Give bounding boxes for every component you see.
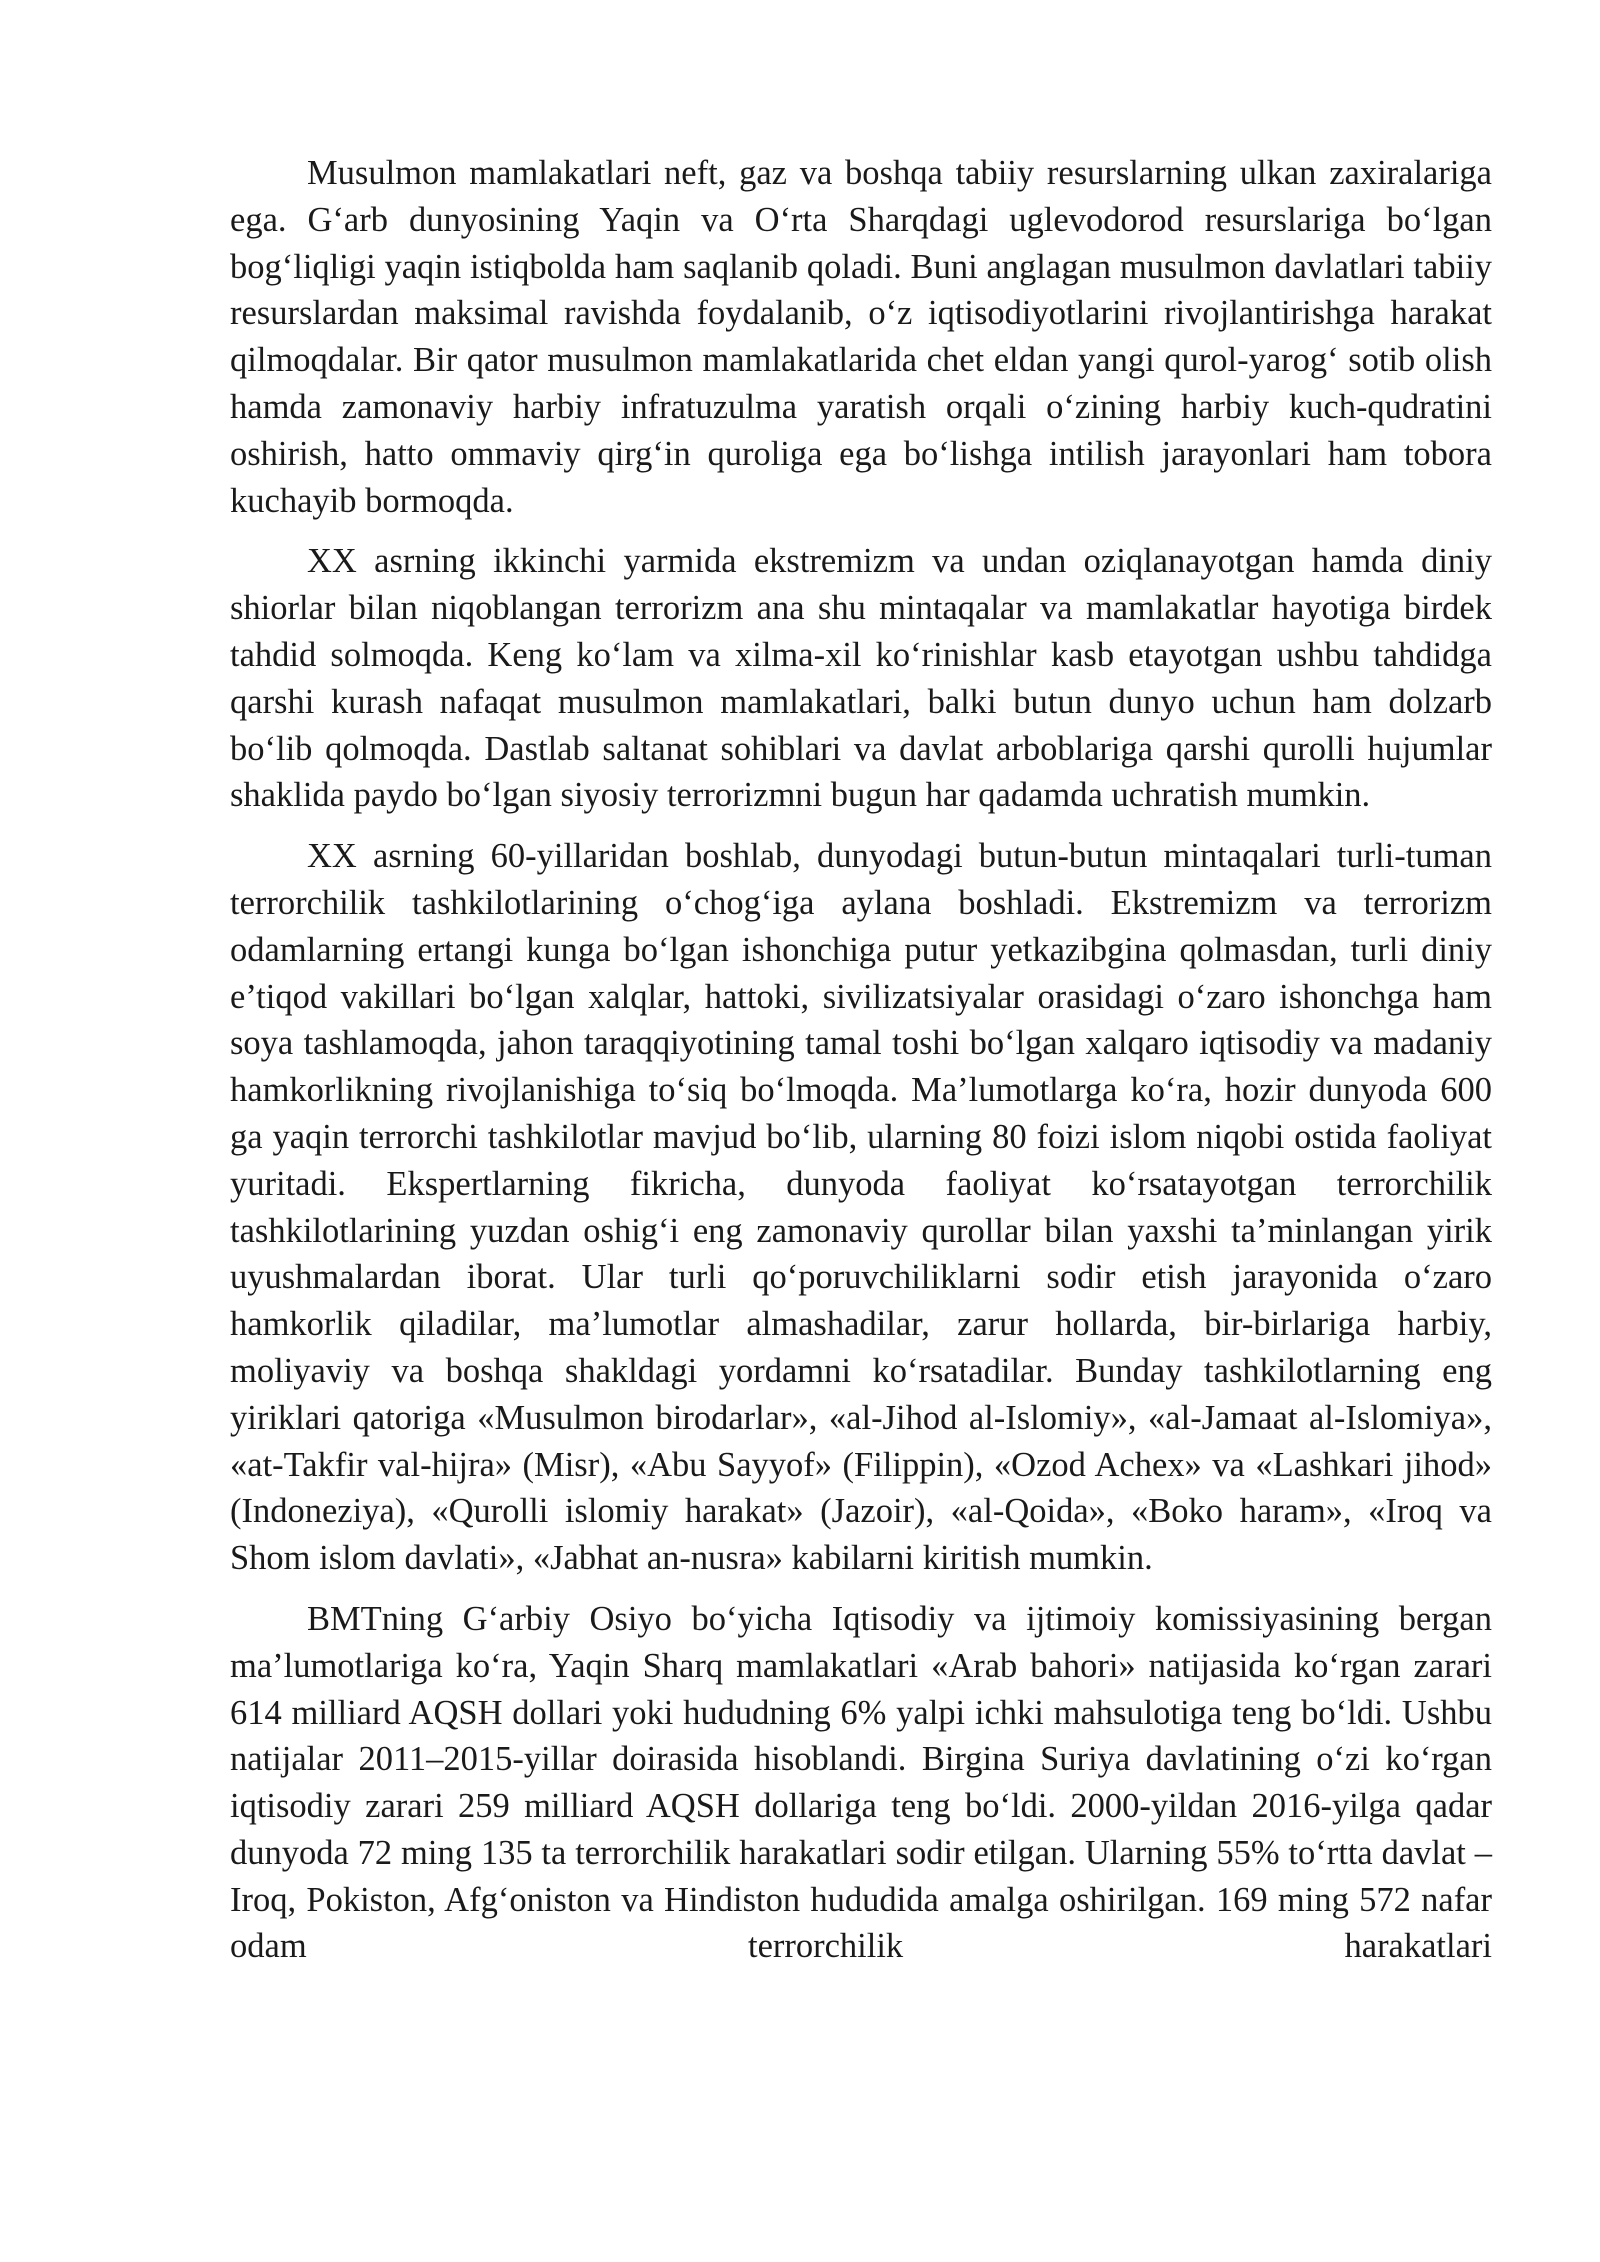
paragraph-1: Musulmon mamlakatlari neft, gaz va boshqa tabiiy resurslarning ulkan zaxiralariga ega. G‘arb dunyosining Yaqin va O‘rta Sharqdagi uglevodorod resurslariga bo‘lgan bog‘liqligi yaqin istiqbolda ham saqlanib qoladi. Buni anglagan musulmon davlatlari tabiiy resurslardan maksimal ravishda foydalanib, o‘z iqtisodiyotlarini rivojlantirishga harakat qilmoqdalar. Bir qator musulmon mamlakatlarida chet eldan yangi qurol-yarog‘ sotib olish hamda zamonaviy harbiy infratuzulma yaratish orqali o‘zining harbiy kuch-qudratini oshirish, hatto ommaviy qirg‘in quroliga ega bo‘lishga intilish jarayonlari ham tobora kuchayib bormoqda. (230, 154, 1492, 520)
document-page (230, 150, 1492, 1984)
paragraph-4: BMTning G‘arbiy Osiyo bo‘yicha Iqtisodiy va ijtimoiy komissiyasining bergan ma’lumotlariga ko‘ra, Yaqin Sharq mamlakatlari «Arab bahori» natijasida ko‘rgan zarari 614 milliard AQSH dollari yoki hududning 6% yalpi ichki mahsulotiga teng bo‘ldi. Ushbu natijalar 2011–2015-yillar doirasida hisoblandi. Birgina Suriya davlatining o‘zi ko‘rgan iqtisodiy zarari 259 milliard AQSH dollariga teng bo‘ldi. 2000-yildan 2016-yilga qadar dunyoda 72 ming 135 ta terrorchilik harakatlari sodir etilgan. Ularning 55% to‘rtta davlat – Iroq, Pokiston, Afg‘oniston va Hindiston hududida amalga oshirilgan. 169 ming 572 nafar odam terrorchilik harakatlari (230, 1599, 1492, 1966)
paragraph-3: XX asrning 60-yillaridan boshlab, dunyodagi butun-butun mintaqalari turli-tuman terrorchilik tashkilotlarining o‘chog‘iga aylana boshladi. Ekstremizm va terrorizm odamlarning ertangi kunga bo‘lgan ishonchiga putur yetkazibgina qolmasdan, turli diniy e’tiqod vakillari bo‘lgan xalqlar, hattoki, sivilizatsiyalar orasidagi o‘zaro ishonchga ham soya tashlamoqda, jahon taraqqiyotining tamal toshi bo‘lgan xalqaro iqtisodiy va madaniy hamkorlikning rivojlanishiga to‘siq bo‘lmoqda. Ma’lumotlarga ko‘ra, hozir dunyoda 600 ga yaqin terrorchi tashkilotlar mavjud bo‘lib, ularning 80 foizi islom niqobi ostida faoliyat yuritadi. Ekspertlarning fikricha, dunyoda faoliyat ko‘rsatayotgan terrorchilik tashkilotlarining yuzdan oshig‘i eng zamonaviy qurollar bilan yaxshi ta’minlangan yirik uyushmalardan iborat. Ular turli qo‘poruvchiliklarni sodir etish jarayonida o‘zaro hamkorlik qiladilar, ma’lumotlar almashadilar, zarur hollarda, bir-birlariga harbiy, moliyaviy va boshqa shakldagi yordamni ko‘rsatadilar. Bunday tashkilotlarning eng yiriklari qatoriga «Musulmon birodarlar», «al-Jihod al-Islomiy», «al-Jamaat al-Islomiya», «at-Takfir val-hijra» (Misr), «Abu Sayyof» (Filippin), «Ozod Achex» va «Lashkari jihod» (Indoneziya), «Qurolli islomiy harakat» (Jazoir), «al-Qoida», «Boko haram», «Iroq va Shom islom davlati», «Jabhat an-nusra» kabilarni kiritish mumkin. (230, 837, 1492, 1578)
paragraph-2: XX asrning ikkinchi yarmida ekstremizm va undan oziqlanayotgan hamda diniy shiorlar bilan niqoblangan terrorizm ana shu mintaqalar va mamlakatlar hayotiga birdek tahdid solmoqda. Keng ko‘lam va xilma-xil ko‘rinishlar kasb etayotgan ushbu tahdidga qarshi kurash nafaqat musulmon mamlakatlari, balki butun dunyo uchun ham dolzarb bo‘lib qolmoqda. Dastlab saltanat sohiblari va davlat arboblariga qarshi qurolli hujumlar shaklida paydo bo‘lgan siyosiy terrorizmni bugun har qadamda uchratish mumkin. (230, 542, 1492, 815)
